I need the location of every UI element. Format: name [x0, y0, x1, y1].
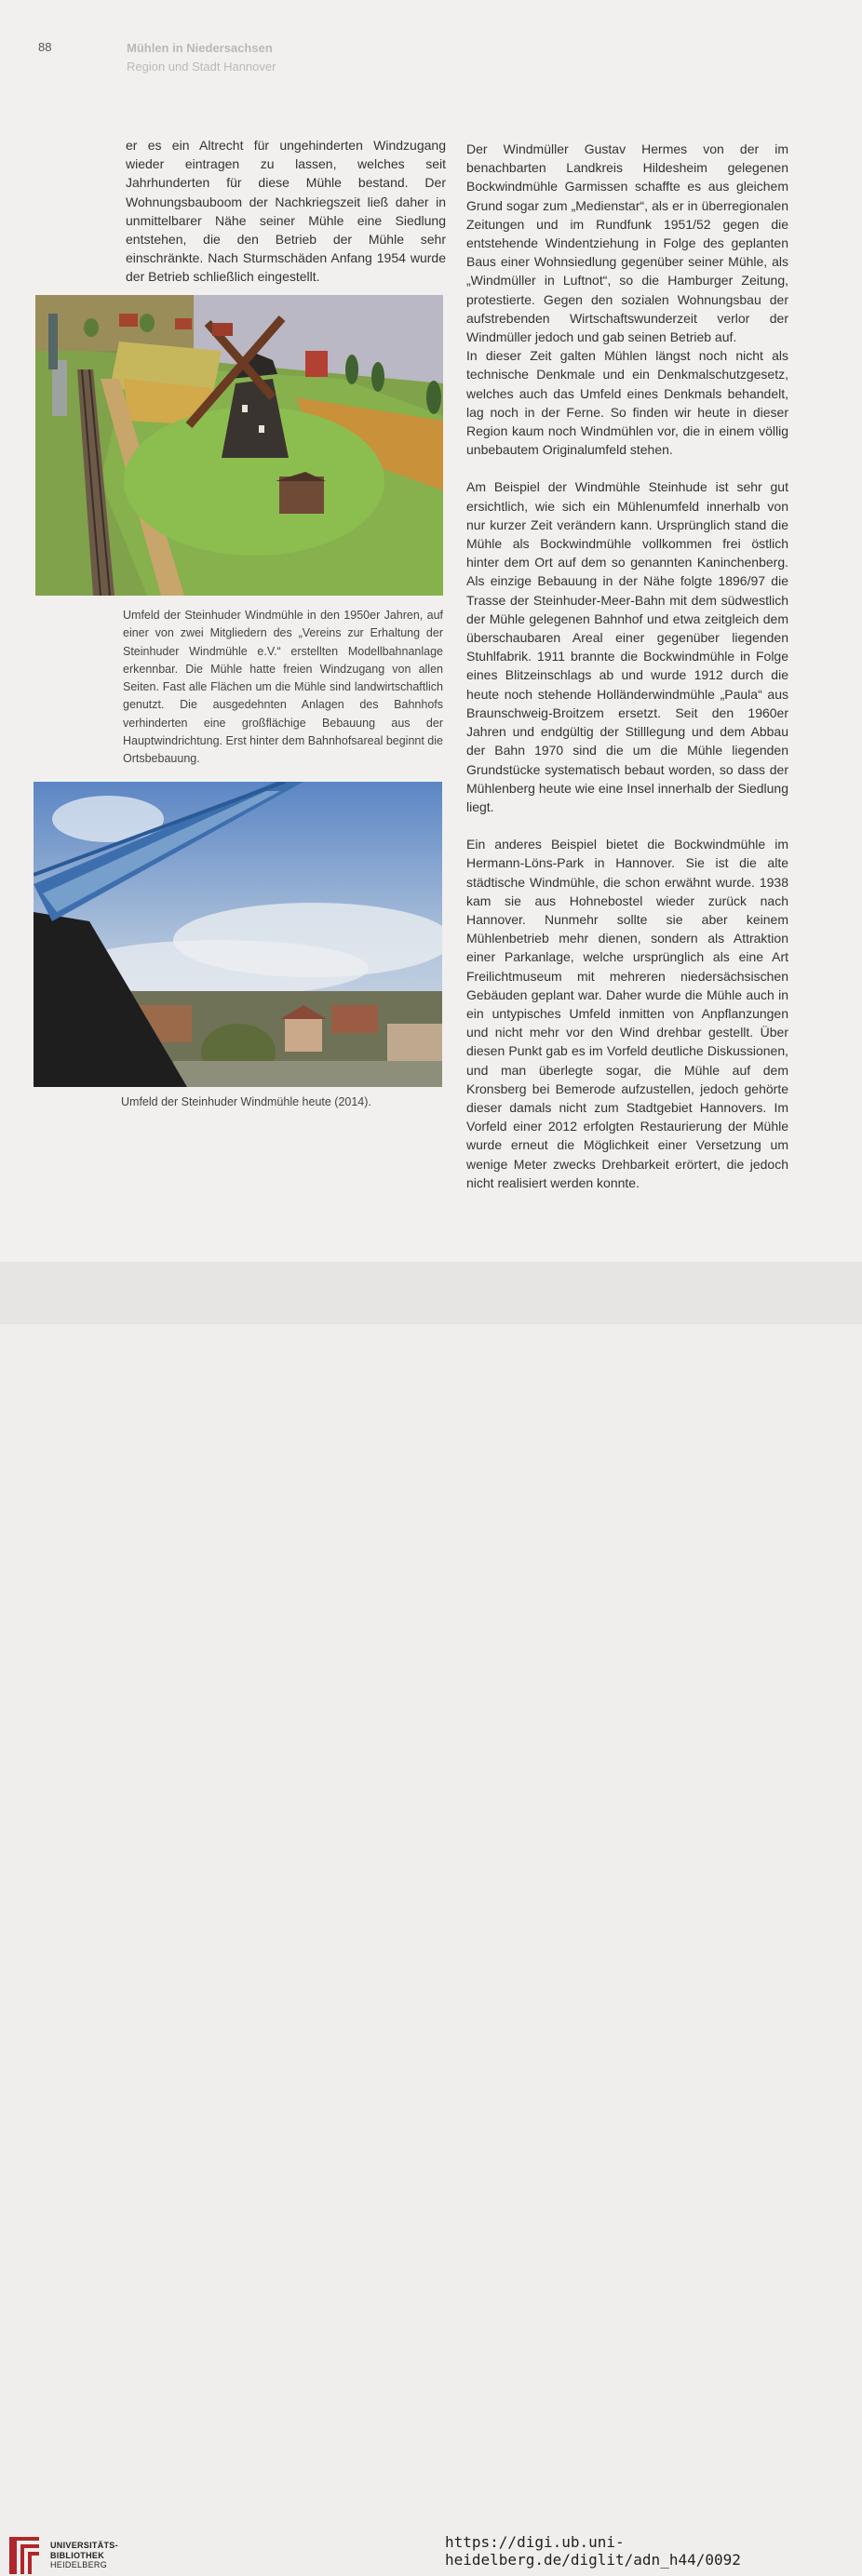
left-column-text	[126, 136, 446, 287]
windmill-view-illustration	[34, 782, 442, 1087]
library-name-line: BIBLIOTHEK	[50, 2550, 104, 2560]
figure-caption: Umfeld der Steinhuder Windmühle heute (2014).	[121, 1095, 371, 1108]
library-name-line: UNIVERSITÄTS-	[50, 2541, 118, 2550]
running-header-title: Mühlen in Niedersachsen	[127, 41, 273, 55]
paragraph: Ein anderes Beispiel bietet die Bockwindmühle im Hermann-Löns-Park in Hannover. Sie ist die alte städtische Windmühle, die schon erwähnt wurde. 1938 kam sie aus Hohnebostel wieder zurück nach Hannover. Nunmehr sollte sie aber keinem Mühlenbetrieb mehr dienen, sondern als Attraktion einer Parkanlage, welche ursprünglich als eine Art Freilichtmuseum mit mehreren niedersächsischen Gebäuden geplant war. Daher wurde die Mühle auch in ein untypisches Umfeld inmitten von Anpflanzungen und nicht mehr vor den Wind drehbar gestellt. Über diesen Punkt gab es im Vorfeld deutliche Diskussionen, und man überlegte sogar, die Mühle auf dem Kronsberg bei Bemerode aufzustellen, jedoch gehörte dieser damals nicht zum Stadtgebiet Hannovers. Im Vorfeld einer 2012 erfolgten Restaurierung der Mühle wurde erneut die Möglichkeit einer Versetzung um wenige Meter zwecks Drehbarkeit erörtert, die jedoch nicht realisiert werden konnte.	[466, 837, 788, 1190]
model-railway-photo	[35, 295, 443, 596]
page-number: 88	[38, 40, 52, 54]
right-column-text	[466, 140, 788, 1192]
paragraph: er es ein Altrecht für ungehinderten Windzugang wieder eintragen zu lassen, welches seit Jahrhunderten für diese Mühle bestand. Der Wohnungsbauboom der Nachkriegszeit ließ daher in unmittelbarer Nähe seiner Mühle eine Siedlung entstehen, die den Betrieb der Mühle sehr einschränkte. Nach Sturmschäden Anfang 1954 wurde der Betrieb schließlich eingestellt.	[126, 138, 446, 285]
figure-caption: Umfeld der Steinhuder Windmühle in den 1950er Jahren, auf einer von zwei Mitgliedern des „Vereins zur Erhaltung der Steinhuder Windmühle e.V.“ erstellten Modellbahnanlage erkennbar. Die Mühle hatte freien Windzugang von allen Seiten. Fast alle Flächen um die Mühle sind landwirtschaftlich genutzt. Die ausgedehnten Anlagen des Bahnhofs verhinderten eine großflächige Bebauung aus der Hauptwindrichtung. Erst hinter dem Bahnhofsareal beginnt die Ortsbebauung.	[123, 609, 443, 766]
library-logo-icon[interactable]	[7, 2533, 45, 2576]
paragraph: In dieser Zeit galten Mühlen längst noch nicht als technische Denkmale und ein Denkmalschutzgesetz, welches auch das Umfeld eines Denkmals behandelt, lag noch in der Ferne. So finden wir heute in dieser Region kaum noch Windmühlen vor, die in einem völlig unbebautem Originalumfeld stehen.	[466, 348, 788, 458]
paragraph: Am Beispiel der Windmühle Steinhude ist sehr gut ersichtlich, wie sich ein Mühlenumfeld innerhalb von nur kurzer Zeit verändern kann. Ursprünglich stand die Mühle als Bockwindmühle vollkommen frei östlich hinter dem Ort auf dem so genannten Kaninchenberg. Als einzige Bebauung in der Nähe folgte 1896/97 die Trasse der Steinhuder-Meer-Bahn mit dem südwestlich der Mühle gelegenen Bahnhof und etwa zeitgleich dem überschaubaren Areal einer gegenüber liegenden Stuhlfabrik. 1911 brannte die Bockwindmühle in Folge eines Blitzeinschlags ab und wurde 1912 durch die heute noch stehende Holländerwindmühle „Paula“ aus Braunschweig-Broitzem ersetzt. Seit den 1960er Jahren und endgültig der Stilllegung und dem Abbau der Bahn 1970 sind die um die Mühle liegenden Grundstücke systematisch bebaut worden, so dass der Mühlenberg heute wie eine Insel innerhalb der Siedlung liegt.	[466, 479, 788, 814]
library-name-line: HEIDELBERG	[50, 2560, 108, 2569]
library-name	[50, 2541, 118, 2570]
permalink-url[interactable]: https://digi.ub.uni-heidelberg.de/diglit/adn_h44/0092	[445, 2533, 741, 2569]
paragraph: Der Windmüller Gustav Hermes von der im benachbarten Landkreis Hildesheim gelegenen Bockwindmühle Garmissen schaffte es aus gleichem Grund sogar zum „Medienstar“, als er in überregionalen Zeitungen und im Rundfunk 1951/52 gegen die entstehende Windentziehung in Folge des geplanten Baus einer Wohnsiedlung gegenüber seiner Mühle, als „Windmüller in Luftnot“, so die Hamburger Zeitung, protestierte. Gegen den sozialen Wohnungsbau der aufstrebenden Wirtschaftswunderzeit verlor der Windmüller jedoch und gab seinen Betrieb auf.	[466, 141, 788, 345]
windmill-view-photo	[34, 782, 442, 1087]
running-header-subtitle: Region und Stadt Hannover	[127, 60, 276, 74]
viewer-footer	[0, 1262, 862, 2569]
book-page	[0, 0, 862, 1262]
model-railway-illustration	[35, 295, 443, 596]
